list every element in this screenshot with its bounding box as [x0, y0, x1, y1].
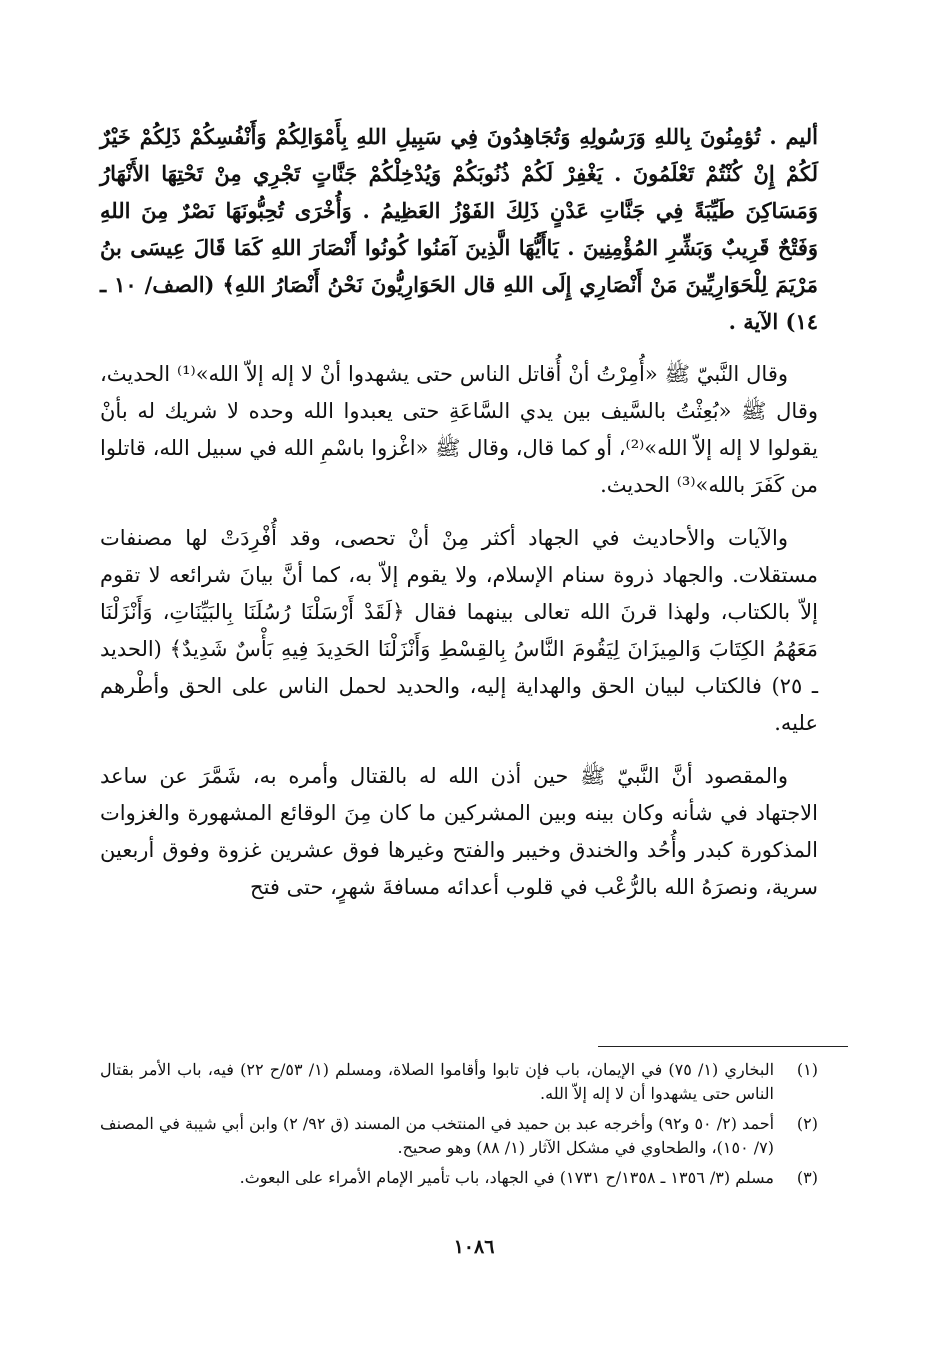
- footnote-text: مسلم (٣/ ١٣٥٦ ـ ١٣٥٨/ح ١٧٣١) في الجهاد، باب تأمير الإمام الأمراء على البعوث.: [239, 1168, 774, 1187]
- footnote-item: [100, 1112, 818, 1160]
- main-text: [100, 118, 818, 906]
- footnote-separator: [598, 1046, 848, 1047]
- footnote-number: (١): [796, 1060, 818, 1079]
- footnote-text: البخاري (١/ ٧٥) في الإيمان، باب فإن تابوا وأقاموا الصلاة، ومسلم (١/ ٥٣/ح ٢٢) فيه، باب الأمر بقتال الناس حتى يشهدوا أن لا إله إلاّ الله.: [100, 1060, 775, 1103]
- footnote-number: (٣): [796, 1168, 818, 1187]
- jihad-paragraph: والآيات والأحاديث في الجهاد أكثر مِنْ أنْ تحصى، وقد أُفْرِدَتْ لها مصنفات مستقلات. والجهاد ذروة سنام الإسلام، ولا يقوم إلاّ به، كما أنَّ بيانَ شرائعه لا تقوم إلاّ بالكتاب، ولهذا قرنَ الله تعالى بينهما فقال ﴿لَقَدْ أَرْسَلْنَا رُسُلَنَا بِالبَيِّنَاتِ، وَأَنْزَلْنَا مَعَهُمُ الكِتَابَ وَالمِيزَانَ لِيَقُومَ النَّاسُ بِالقِسْطِ وَأَنْزَلْنَا الحَدِيدَ فِيهِ بَأْسٌ شَدِيدٌ﴾ (الحديد ـ ٢٥) فالكتاب لبيان الحق والهداية إليه، والحديد لحمل الناس على الحق وأطْرهم عليه.: [100, 526, 818, 735]
- footnotes: [100, 1058, 818, 1196]
- footnote-item: [100, 1166, 818, 1190]
- footnote-item: [100, 1058, 818, 1106]
- footnote-number: (٢): [796, 1114, 818, 1133]
- page-number: ١٠٨٦: [453, 1236, 495, 1258]
- hadith-paragraph: وقال النَّبيّ ﷺ «أُمِرْتُ أنْ أُقاتل الناس حتى يشهدوا أنْ لا إله إلاّ الله»⁽¹⁾ الحديث، وقال ﷺ «بُعِثْتُ بالسَّيف بين يدي السَّاعَةِ حتى يعبدوا الله وحده لا شريك له بأنْ يقولوا لا إله إلاّ الله»⁽²⁾، أو كما قال، وقال ﷺ «اغْزوا باسْمِ الله في سبيل الله، قاتلوا من كَفَرَ بالله»⁽³⁾ الحديث.: [100, 362, 818, 497]
- prophet-campaigns-paragraph: والمقصود أنَّ النَّبيّ ﷺ حين أذن الله له بالقتال وأمره به، شَمَّرَ عن ساعد الاجتهاد في شأنه وكان بينه وبين المشركين ما كان مِنَ الوقائع المشهورة والغزوات المذكورة كبدر وأُحُد والخندق وخيبر والفتح وغيرها فوق عشرين غزوة وفوق أربعين سرية، ونصرَهُ الله بالرُّعْب في قلوب أعدائه مسافةَ شهرٍ، حتى فتح: [100, 764, 818, 899]
- quran-verse-paragraph: أليم . تُؤمِنُونَ بِاللهِ وَرَسُولِهِ وَتُجَاهِدُونَ فِي سَبِيلِ اللهِ بِأَمْوَالِكُمْ وَأَنْفُسِكُمْ ذَلِكُمْ خَيْرٌ لَكُمْ إِنْ كُنْتُمْ تَعْلَمُونَ . يَغْفِرْ لَكُمْ ذُنُوبَكُمْ وَيُدْخِلْكُمْ جَنَّاتٍ تَجْرِي مِنْ تَحْتِهَا الأَنْهَارُ وَمَسَاكِنَ طَيِّبَةً فِي جَنَّاتِ عَدْنٍ ذَلِكَ الفَوْزُ العَظِيمُ . وَأُخْرَى تُحِبُّونَهَا نَصْرٌ مِنَ اللهِ وَفَتْحٌ قَرِيبٌ وَبَشِّرِ المُؤْمِنِينَ . يَاأَيُّهَا الَّذِينَ آمَنُوا كُونُوا أَنْصَارَ اللهِ كَمَا قَالَ عِيسَى بنُ مَرْيَمَ لِلْحَوَارِيِّينَ مَنْ أَنْصَارِي إِلَى اللهِ قال الحَوَارِيُّونَ نَحْنُ أَنْصَارُ اللهِ﴾ (الصف/ ١٠ ـ ١٤) الآية .: [100, 124, 819, 334]
- footnote-text: أحمد (٢/ ٥٠ و٩٢) وأخرجه عبد بن حميد في المنتخب من المسند (ق ٩٢/ ٢) وابن أبي شيبة في المصنف (٧/ ١٥٠)، والطحاوي في مشكل الآثار (١/ ٨٨) وهو صحيح.: [100, 1114, 775, 1157]
